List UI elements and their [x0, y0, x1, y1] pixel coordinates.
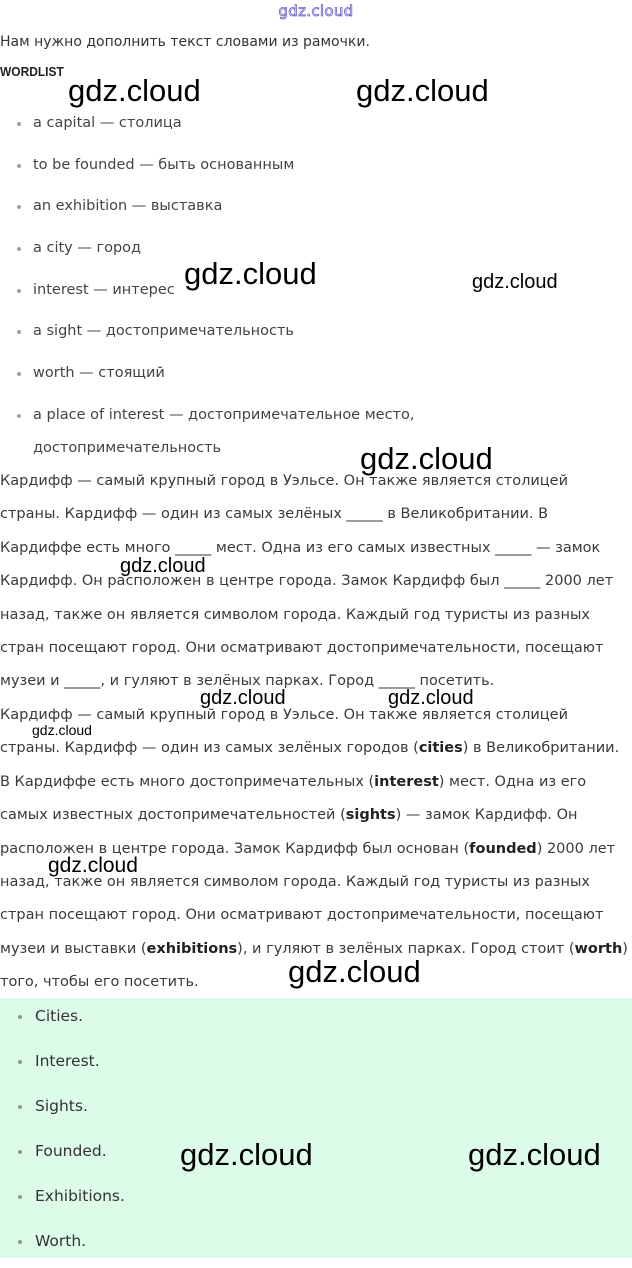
watermark: gdz.cloud: [48, 854, 138, 877]
answer-item: Interest.: [0, 1043, 632, 1088]
wordlist-item: a place of interest — достопримечательное место, достопримечательность: [0, 399, 593, 465]
answer-text-span: ), и гуляют в зелёных парках. Город стоит (: [237, 940, 575, 957]
watermark: gdz.cloud: [388, 687, 474, 709]
answer-keyword: worth: [574, 940, 623, 957]
answer-item: Founded.: [0, 1133, 632, 1178]
watermark: gdz.cloud: [180, 1137, 313, 1172]
watermark: gdz.cloud: [32, 722, 92, 738]
answer-text-span: расположен в центре города. Замок Кардифф был основан (: [0, 840, 470, 857]
wordlist-item: a city — город: [0, 232, 593, 274]
task-line: музеи и _____, и гуляют в зелёных парках. Город _____ посетить.: [0, 673, 495, 690]
wordlist-item: a capital — столица: [0, 107, 593, 149]
task-line: страны. Кардифф — один из самых зелёных _____ в Великобритании. В: [0, 506, 549, 523]
answer-line: [0, 799, 632, 832]
answer-keyword: founded: [469, 840, 537, 857]
answer-line: того, чтобы его посетить.: [0, 974, 199, 991]
answer-line: стран посещают город. Они осматривают достопримечательности, посещают: [0, 907, 604, 924]
answer-text-span: ) мест. Одна из его: [438, 773, 587, 790]
watermark: gdz.cloud: [356, 73, 489, 108]
answer-line: [0, 766, 632, 799]
watermark: gdz.cloud: [68, 73, 201, 108]
answer-keyword: exhibitions: [146, 940, 238, 957]
task-line: стран посещают город. Они осматривают достопримечательности, посещают: [0, 640, 604, 657]
answer-text-span: самых известных достопримечательностей (: [0, 807, 346, 824]
wordlist-heading: WORDLIST: [0, 64, 64, 79]
answer-line: Кардифф — самый крупный город в Уэльсе. Он также является столицей: [0, 707, 568, 723]
wordlist-item: worth — стоящий: [0, 357, 593, 399]
answer-keyword: cities: [418, 740, 463, 757]
watermark: gdz.cloud: [468, 1137, 601, 1172]
answer-box: [0, 998, 632, 1258]
wordlist-item: to be founded — быть основанным: [0, 149, 593, 191]
answer-keyword: interest: [374, 773, 439, 790]
task-instruction: Нам нужно дополнить текст словами из рамочки.: [0, 34, 370, 50]
answer-item: Cities.: [0, 998, 632, 1043]
task-line: Кардифф — самый крупный город в Уэльсе. Он также является столицей: [0, 473, 568, 489]
answer-text-span: ) 2000 лет: [536, 840, 616, 857]
answer-text-span: страны. Кардифф — один из самых зелёных городов (: [0, 740, 419, 757]
answer-keyword: sights: [345, 807, 396, 824]
answer-text-span: В Кардиффе есть много достопримечательных (: [0, 773, 375, 790]
answer-text-span: музеи и выставки (: [0, 940, 147, 957]
wordlist-item: an exhibition — выставка: [0, 190, 593, 232]
answer-line: назад, также он является символом города. Каждый год туристы из разных: [0, 874, 590, 891]
task-line: Кардифф. Он расположен в центре города. Замок Кардифф был _____ 2000 лет: [0, 573, 614, 590]
watermark: gdz.cloud: [200, 687, 286, 709]
answer-line: [0, 732, 632, 765]
answer-item: Exhibitions.: [0, 1178, 632, 1223]
watermark: gdz.cloud: [184, 256, 317, 291]
answer-item: Sights.: [0, 1088, 632, 1133]
wordlist-item: a sight — достопримечательность: [0, 315, 593, 357]
watermark: gdz.cloud: [120, 555, 206, 577]
watermark: gdz.cloud: [472, 271, 558, 293]
answer-text-span: ) — замок Кардифф. Он: [395, 807, 578, 824]
watermark: gdz.cloud: [288, 954, 421, 989]
answer-text-span: ) в Великобритании.: [462, 740, 620, 757]
wordlist-item: interest — интерес: [0, 274, 593, 316]
answer-text-span: ): [622, 940, 628, 957]
answer-item: Worth.: [0, 1223, 632, 1268]
task-text: [0, 465, 632, 699]
site-logo[interactable]: gdz.cloud: [278, 2, 354, 20]
watermark: gdz.cloud: [360, 441, 493, 476]
task-line: Кардиффе есть много _____ мест. Одна из его самых известных _____ — замок: [0, 539, 601, 556]
task-line: назад, также он является символом города. Каждый год туристы из разных: [0, 606, 590, 623]
